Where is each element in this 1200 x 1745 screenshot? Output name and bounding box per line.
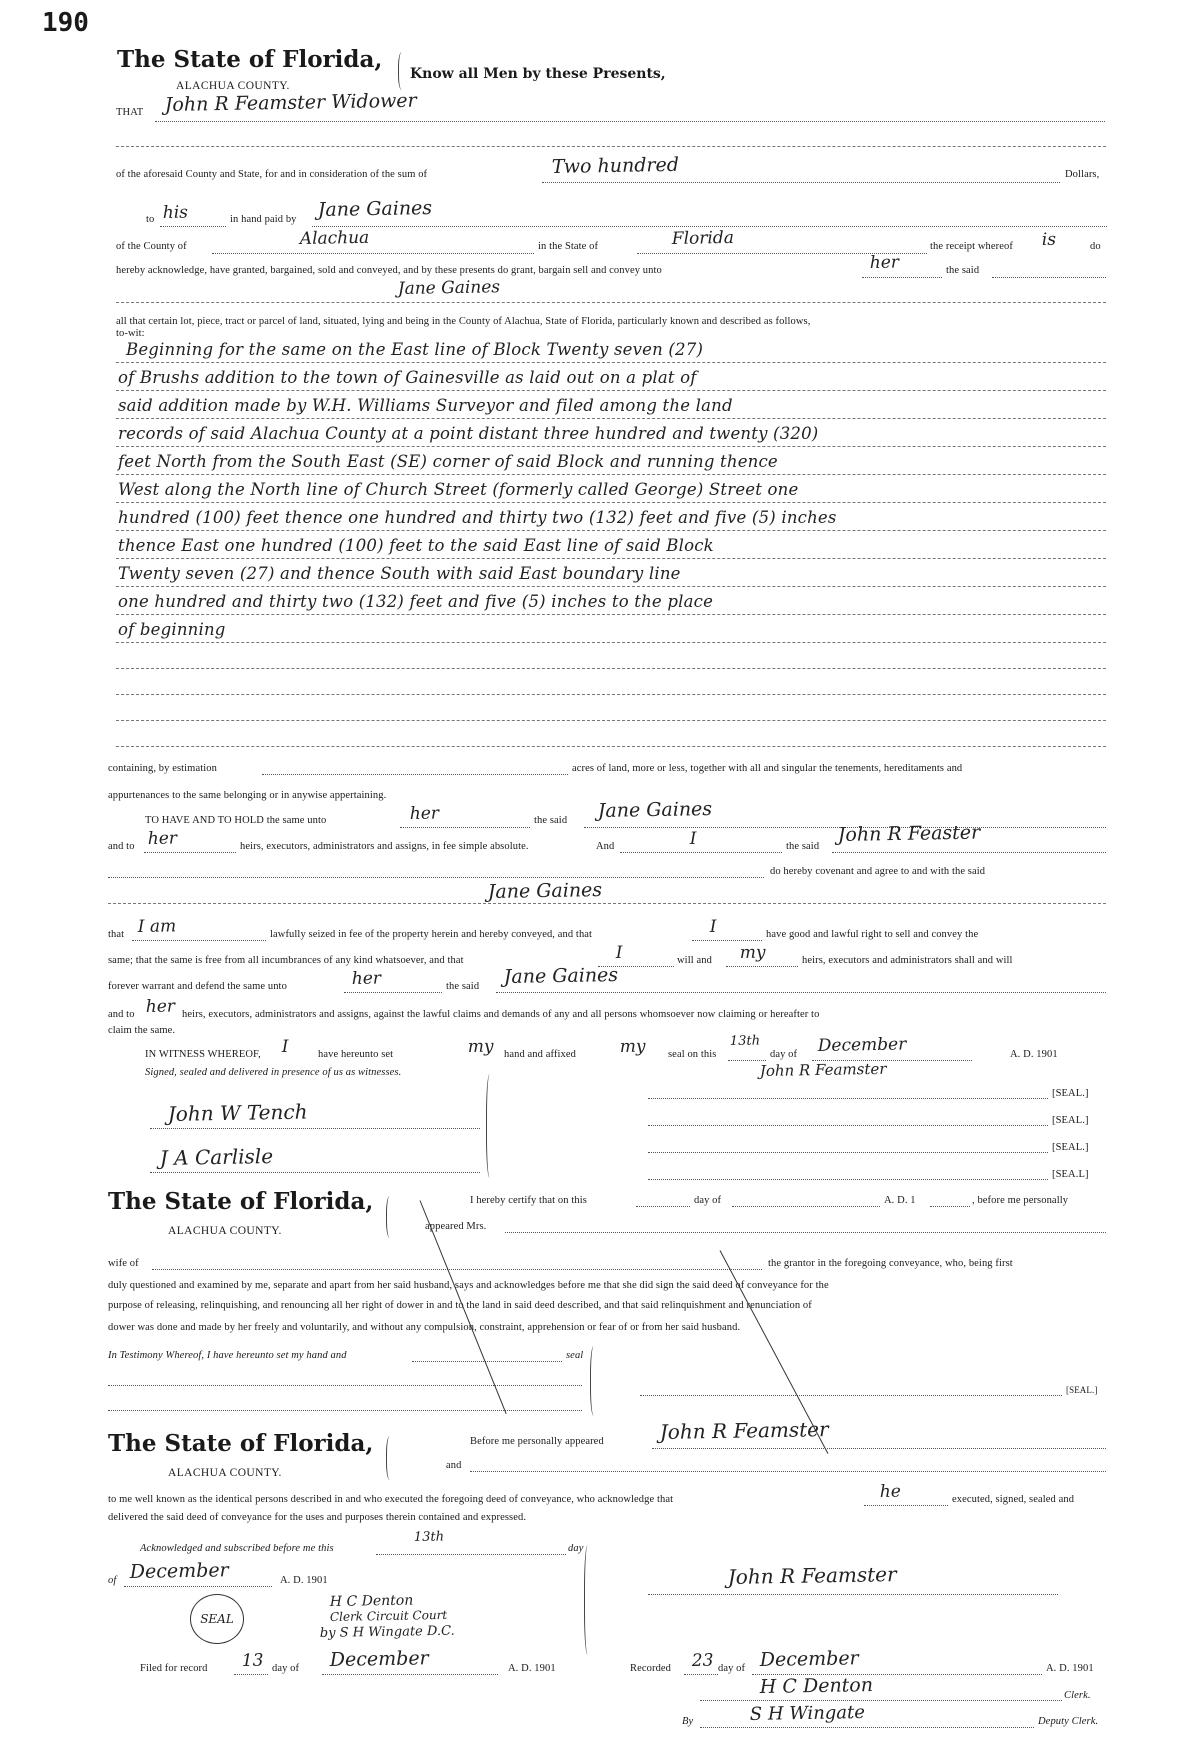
forever-said: the said — [446, 981, 480, 992]
habendum-said: the said — [534, 815, 568, 826]
seal-line — [648, 1179, 1048, 1180]
seized-line — [132, 940, 266, 941]
grantor-text: the grantor in the foregoing conveyance, who, being first — [768, 1258, 1013, 1269]
ack-state-title: The State of Florida, — [108, 1430, 374, 1457]
heirs-text: heirs, executors, administrators and assigns, in fee simple absolute. — [240, 841, 529, 852]
seal-label: [SEAL.] — [1052, 1142, 1089, 1153]
the-said-2: the said — [786, 841, 820, 852]
covenantor-line — [832, 852, 1106, 853]
seized-line-2 — [692, 940, 762, 941]
ack-body-2: delivered the said deed of conveyance for the uses and purposes therein contained and expressed. — [108, 1512, 527, 1523]
filed-day: 13 — [241, 1650, 264, 1671]
signed-sealed: Signed, sealed and delivered in presence of us as witnesses. — [145, 1067, 402, 1078]
county-line — [212, 253, 534, 254]
claim-text: claim the same. — [108, 1025, 176, 1036]
recorded-label: Recorded — [630, 1663, 672, 1674]
and-to-value-2: her — [145, 996, 176, 1017]
forever-value: her — [351, 968, 382, 989]
acres-line — [262, 774, 568, 775]
assigns-text: heirs, executors, administrators and assigns, against the lawful claims and demands of any and all persons whomsoever now claiming or hereafter to — [182, 1009, 820, 1020]
lot-text: all that certain lot, piece, tract or parcel of land, situated, lying and being in the County of Alachua, State of Florida, particularly known and described as follows, — [116, 316, 811, 327]
will-line — [726, 966, 798, 967]
officer-line: H C Denton — [329, 1592, 414, 1610]
covenantee-name: Jane Gaines — [487, 879, 603, 903]
forever-line — [344, 992, 442, 993]
witness-brace — [486, 1074, 495, 1178]
ack-day-label: day — [568, 1543, 584, 1554]
grantor-signature: John R Feamster — [759, 1059, 887, 1080]
witness-day-line — [728, 1060, 766, 1061]
blank-line — [116, 146, 1106, 147]
ack-subscribed: Acknowledged and subscribed before me this — [140, 1543, 334, 1554]
ack-of-label: of — [108, 1575, 117, 1586]
dower-county: ALACHUA COUNTY. — [168, 1225, 282, 1237]
ack-and-label: and — [446, 1460, 462, 1471]
grant-text: hereby acknowledge, have granted, bargained, sold and conveyed, and by these presents do grant, bargain sell and convey unto — [116, 265, 662, 276]
grant-unto-line — [862, 277, 942, 278]
deputy-line — [700, 1727, 1034, 1728]
to-wit: to-wit: — [116, 328, 145, 339]
seized-text-2: have good and lawful right to sell and convey the — [766, 929, 979, 940]
dower-seal-line — [640, 1395, 1062, 1396]
and-to-line — [144, 852, 236, 853]
witness-seal-value: my — [619, 1036, 646, 1057]
deputy-label: Deputy Clerk. — [1038, 1716, 1099, 1727]
ack-brace-2 — [584, 1545, 593, 1655]
grant-unto-value: her — [869, 252, 900, 273]
notary-seal-text: SEAL — [200, 1612, 234, 1626]
and-value: I — [689, 828, 697, 849]
dower-state-title: The State of Florida, — [108, 1188, 374, 1215]
certify-month-line — [732, 1206, 880, 1207]
dower-body: dower was done and made by her freely and voluntarily, and without any compulsion, constraint, apprehension or fear of or from her said husband. — [108, 1322, 741, 1333]
deed-state-title: The State of Florida, — [117, 46, 383, 73]
ack-and-line — [470, 1471, 1106, 1472]
habendum-unto: her — [409, 803, 440, 824]
filed-day-line — [234, 1674, 268, 1675]
seal-line — [648, 1125, 1048, 1126]
dollars-label: Dollars, — [1065, 169, 1100, 180]
seal-line — [648, 1152, 1048, 1153]
recorded-day: 23 — [691, 1650, 714, 1671]
certify-ad: A. D. 1 — [884, 1195, 916, 1206]
page-number: 190 — [42, 8, 89, 38]
recorded-day-line — [684, 1674, 718, 1675]
and-to-label-2: and to — [108, 1009, 135, 1020]
habendum-unto-line — [400, 827, 530, 828]
witness-sig-line — [150, 1128, 480, 1129]
forever-name-line — [496, 992, 1106, 993]
state-value: Florida — [671, 227, 735, 249]
certify-text: I hereby certify that on this — [470, 1195, 587, 1206]
certify-day-of: day of — [694, 1195, 722, 1206]
will-value: my — [739, 942, 766, 963]
and-to-label: and to — [108, 841, 135, 852]
paid-by-line — [312, 226, 1107, 227]
covenant-blank-line — [108, 877, 764, 878]
filed-label: Filed for record — [140, 1663, 208, 1674]
ack-ad: A. D. 1901 — [280, 1575, 328, 1586]
deed-brace — [398, 52, 407, 90]
ack-appeared-line — [652, 1448, 1106, 1449]
to-label: to — [146, 214, 155, 225]
ack-signer: John R Feamster — [727, 1562, 897, 1589]
wife-of-label: wife of — [108, 1258, 139, 1269]
witness-set: have hereunto set — [318, 1049, 394, 1060]
state-of-label: in the State of — [538, 241, 599, 252]
description-line: Twenty seven (27) and thence South with said East boundary line — [118, 564, 681, 583]
filed-month-line — [322, 1674, 498, 1675]
ack-county: ALACHUA COUNTY. — [168, 1467, 282, 1479]
the-said-line — [992, 277, 1106, 278]
the-said-label: the said — [946, 265, 980, 276]
witness-ad: A. D. 1901 — [1010, 1049, 1058, 1060]
that-label: THAT — [116, 107, 144, 118]
description-line: one hundred and thirty two (132) feet and five (5) inches to the place — [118, 592, 714, 611]
grantee-line — [116, 302, 1106, 303]
clerk-label: Clerk. — [1064, 1690, 1091, 1701]
ack-brace — [386, 1436, 395, 1480]
description-line: of beginning — [118, 620, 226, 639]
witness-text: IN WITNESS WHEREOF, — [145, 1049, 261, 1060]
seized-text: lawfully seized in fee of the property herein and hereby conveyed, and that — [270, 929, 593, 940]
ack-month-line — [124, 1586, 272, 1587]
witness-day: 13th — [729, 1033, 761, 1049]
habendum-name: Jane Gaines — [597, 798, 713, 822]
seal-word: seal — [566, 1350, 584, 1361]
covenantee-line — [108, 903, 1106, 904]
by-label: By — [682, 1716, 694, 1727]
same-text-2: heirs, executors and administrators shall and will — [802, 955, 1013, 966]
before-me-text: Before me personally appeared — [470, 1436, 604, 1447]
forever-text: forever warrant and defend the same unto — [108, 981, 287, 992]
habendum-text: TO HAVE AND TO HOLD the same unto — [145, 815, 327, 826]
seized-value-2: I — [709, 916, 717, 937]
dower-brace — [386, 1196, 395, 1238]
covenantor-name: John R Feaster — [837, 821, 981, 846]
dower-body: purpose of releasing, relinquishing, and renouncing all her right of dower in and to the land in said deed described, and that said relinquishment and renunciation of — [108, 1300, 812, 1311]
description-line: records of said Alachua County at a point distant three hundred and twenty (320) — [118, 424, 819, 443]
description-line: said addition made by W.H. Williams Surveyor and filed among the land — [118, 396, 733, 415]
testimony-brace — [590, 1346, 599, 1416]
testimony-text: In Testimony Whereof, I have hereunto set my hand and — [108, 1350, 347, 1361]
that-label-2: that — [108, 929, 125, 940]
recorded-ad: A. D. 1901 — [1046, 1663, 1094, 1674]
know-all-men: Know all Men by these Presents, — [410, 66, 666, 82]
sum-line — [542, 182, 1060, 183]
witness-hand: hand and affixed — [504, 1049, 576, 1060]
sum-written: Two hundred — [551, 153, 680, 178]
certify-year-line — [930, 1206, 970, 1207]
and-to-value: her — [147, 828, 178, 849]
witness-signature: J A Carlisle — [159, 1144, 274, 1170]
receipt-label: the receipt whereof — [930, 241, 1013, 252]
notary-seal — [190, 1594, 244, 1644]
certify-post: , before me personally — [972, 1195, 1069, 1206]
county-of-label: of the County of — [116, 241, 187, 252]
recorded-month: December — [759, 1647, 859, 1671]
forever-name: Jane Gaines — [503, 964, 619, 988]
and-line — [620, 852, 782, 853]
ack-day-line — [376, 1554, 566, 1555]
clerk-line — [700, 1700, 1062, 1701]
appeared-line — [505, 1232, 1106, 1233]
ack-body-post: executed, signed, sealed and — [952, 1494, 1075, 1505]
deputy-signature: S H Wingate — [749, 1701, 866, 1725]
ack-day-value: 13th — [413, 1529, 445, 1545]
seal-label: [SEAL.] — [1052, 1115, 1089, 1126]
paid-by-value: Jane Gaines — [317, 197, 433, 221]
description-line: Beginning for the same on the East line of Block Twenty seven (27) — [126, 340, 704, 359]
wife-of-line — [152, 1269, 762, 1270]
filed-ad: A. D. 1901 — [508, 1663, 556, 1674]
witness-signature: John W Tench — [167, 1099, 308, 1126]
containing-post: acres of land, more or less, together with all and singular the tenements, hereditaments and — [572, 763, 963, 774]
ack-body-value: he — [879, 1481, 902, 1502]
witness-sig-line — [150, 1172, 480, 1173]
witness-month: December — [817, 1034, 907, 1056]
description-line: West along the North line of Church Street (formerly called George) Street one — [118, 480, 799, 499]
filed-month: December — [329, 1647, 429, 1671]
witness-value: I — [281, 1036, 289, 1057]
ack-signer-line — [648, 1594, 1058, 1595]
certify-day-line — [636, 1206, 690, 1207]
paid-by-label: in hand paid by — [230, 214, 297, 225]
description-line: of Brushs addition to the town of Gainesville as laid out on a plat of — [118, 368, 697, 387]
dower-seal-label: [SEAL.] — [1066, 1385, 1098, 1395]
will-and-label: will and — [677, 955, 712, 966]
consideration-text: of the aforesaid County and State, for and in consideration of the sum of — [116, 169, 428, 180]
containing-text: containing, by estimation — [108, 763, 217, 774]
description-line: thence East one hundred (100) feet to the said East line of said Block — [118, 536, 714, 555]
testimony-line-3 — [108, 1410, 582, 1411]
dower-body: duly questioned and examined by me, separate and apart from her said husband, says and acknowledges before me that she did sign the said deed of conveyance for the — [108, 1280, 829, 1291]
covenant-text: do hereby covenant and agree to and with the said — [770, 866, 986, 877]
to-line — [160, 226, 226, 227]
officer-line: by S H Wingate D.C. — [319, 1623, 455, 1641]
witness-seal: seal on this — [668, 1049, 717, 1060]
deed-county: ALACHUA COUNTY. — [176, 80, 290, 92]
to-value: his — [162, 202, 189, 223]
ack-body-line — [864, 1505, 948, 1506]
description-line: hundred (100) feet thence one hundred and thirty two (132) feet and five (5) inches — [118, 508, 837, 527]
grantee-name: Jane Gaines — [397, 277, 501, 299]
appurtenances-text: appurtenances to the same belonging or in anywise appertaining. — [108, 790, 387, 801]
clerk-signature: H C Denton — [759, 1674, 874, 1698]
grantor-line — [155, 121, 1105, 122]
witness-hand-value: my — [467, 1036, 494, 1057]
same-text: same; that the same is free from all incumbrances of any kind whatsoever, and that — [108, 955, 464, 966]
ack-body: to me well known as the identical persons described in and who executed the foregoing deed of conveyance, who acknowledge that — [108, 1494, 674, 1505]
and-label: And — [596, 841, 615, 852]
seal-label: [SEA.L] — [1052, 1169, 1089, 1180]
ack-month: December — [129, 1559, 229, 1583]
seized-value: I am — [137, 916, 177, 937]
seal-line — [648, 1098, 1048, 1099]
officer-line: Clerk Circuit Court — [329, 1607, 448, 1624]
recorded-day-of: day of — [718, 1663, 746, 1674]
ack-appeared-name: John R Feamster — [659, 1417, 829, 1444]
receipt-value: is — [1041, 229, 1057, 250]
do-label: do — [1090, 241, 1101, 252]
same-value: I — [615, 942, 623, 963]
filed-day-of: day of — [272, 1663, 300, 1674]
county-value: Alachua — [299, 227, 370, 249]
grantor-name: John R Feamster Widower — [164, 89, 417, 116]
appeared-mrs: appeared Mrs. — [425, 1221, 487, 1232]
description-line: feet North from the South East (SE) corner of said Block and running thence — [118, 452, 778, 471]
witness-day-of: day of — [770, 1049, 798, 1060]
testimony-line — [412, 1361, 562, 1362]
seal-label: [SEAL.] — [1052, 1088, 1089, 1099]
testimony-line-2 — [108, 1385, 582, 1386]
